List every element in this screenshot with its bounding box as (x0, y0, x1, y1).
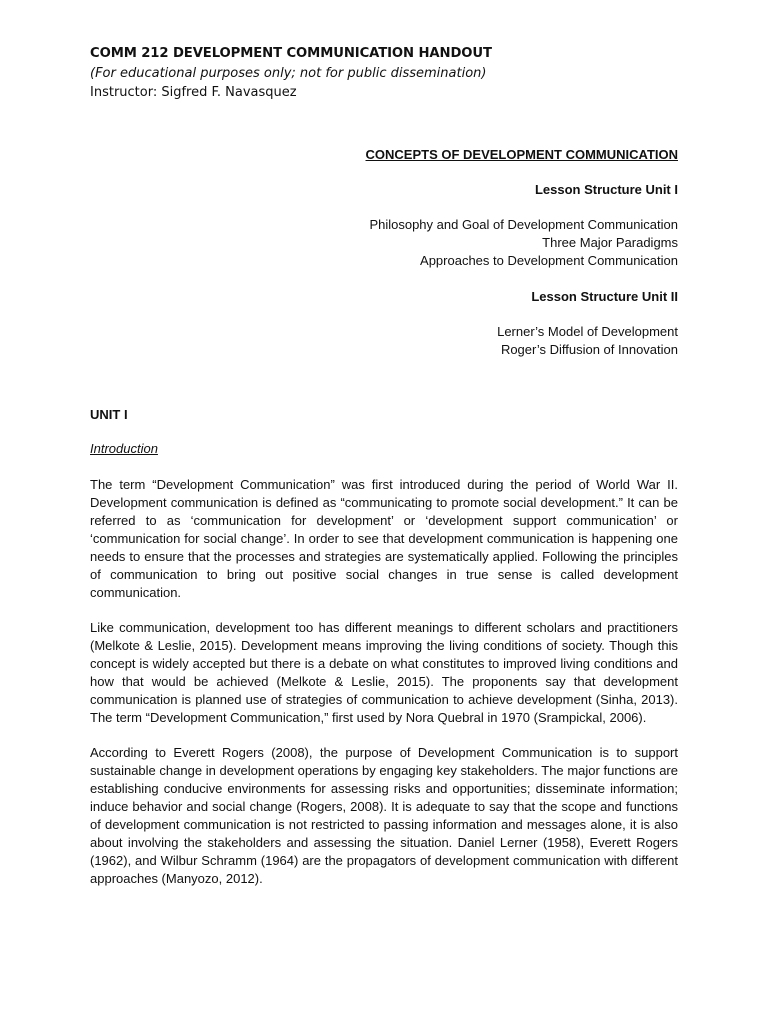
dissemination-note: (For educational purposes only; not for public dissemination) (90, 66, 487, 81)
unit1-heading: UNIT I (90, 407, 128, 422)
lesson-structure-unit1-list (90, 216, 678, 270)
lesson-item: Approaches to Development Communication (420, 253, 678, 268)
introduction-label: Introduction (90, 441, 158, 456)
handout-title: COMM 212 DEVELOPMENT COMMUNICATION HANDOUT (90, 46, 492, 61)
lesson-item: Philosophy and Goal of Development Communication (369, 217, 678, 232)
lesson-item: Three Major Paradigms (542, 235, 678, 250)
lesson-structure-unit2-heading: Lesson Structure Unit II (531, 289, 678, 304)
lesson-structure-unit2-list (90, 323, 678, 359)
body-paragraph: The term “Development Communication” was first introduced during the period of World War II. Development communication is defined as “communicating to promote social development.” It can be referred to as ‘communication for development’ or ‘development support communication’ or ‘communication for social change’. In order to see that development communication is happening one needs to ensure that the processes and strategies are systematically applied. Following the principles of communication to bring out positive social changes in true sense is called development communication. (90, 477, 678, 600)
body-paragraph: Like communication, development too has different meanings to different scholars and practitioners (Melkote & Leslie, 2015). Development means improving the living conditions of society. Though this concept is widely accepted but there is a debate on what constitutes to improved living conditions and how that would be achieved (Melkote & Leslie, 2015). The proponents say that development communication is planned use of strategies of communication to achieve development (Sinha, 2013). The term “Development Communication,” first used by Nora Quebral in 1970 (Srampickal, 2006). (90, 620, 678, 725)
concepts-title: CONCEPTS OF DEVELOPMENT COMMUNICATION (365, 147, 678, 162)
lesson-item: Roger’s Diffusion of Innovation (500, 342, 678, 357)
lesson-structure-unit1-heading: Lesson Structure Unit I (534, 182, 678, 197)
lesson-item: Lerner’s Model of Development (497, 324, 678, 339)
body-paragraph: According to Everett Rogers (2008), the purpose of Development Communication is to support sustainable change in development operations by engaging key stakeholders. The major functions are establishing conducive environments for assessing risks and opportunities; disseminate information; induce behavior and social change (Rogers, 2008). It is adequate to say that the scope and functions of development communication is not restricted to passing information and messages alone, it is also about involving the stakeholders and assessing the situation. Daniel Lerner (1958), Everett Rogers (1962), and Wilbur Schramm (1964) are the propagators of development communication with different approaches (Manyozo, 2012). (90, 745, 678, 886)
instructor-line: Instructor: Sigfred F. Navasquez (90, 85, 297, 100)
handout-page (90, 44, 678, 901)
